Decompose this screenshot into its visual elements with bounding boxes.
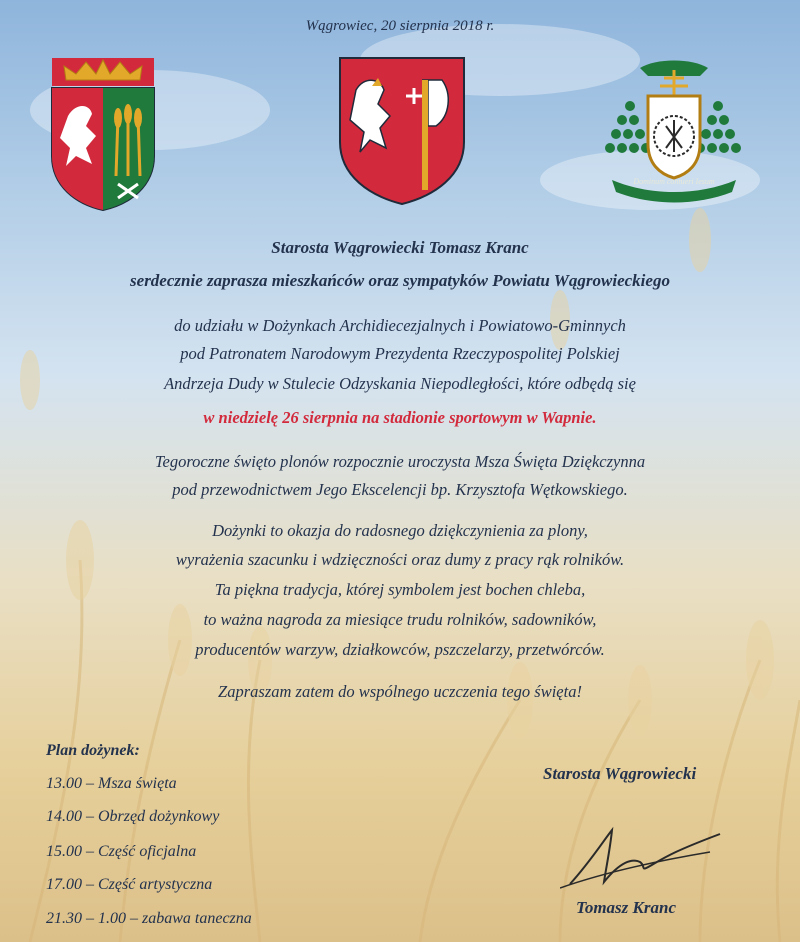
- plan-item: 21.30 – 1.00 – zabawa taneczna: [46, 910, 252, 927]
- headline-line-1: Starosta Wągrowiecki Tomasz Kranc: [271, 238, 529, 257]
- plan-title: Plan dożynek:: [46, 742, 140, 759]
- county-coat-of-arms: [46, 56, 160, 212]
- paragraph3-line-2: wyrażenia szacunku i wdzięczności oraz dumy z pracy rąk rolników.: [175, 550, 625, 569]
- date-line: Wągrowiec, 20 sierpnia 2018 r.: [305, 18, 495, 34]
- paragraph3-line-5: producentów warzyw, działkowców, pszczelarzy, przetwórców.: [195, 640, 605, 659]
- paragraph3-line-1: Dożynki to okazja do radosnego dziękczynienia za plony,: [212, 521, 588, 540]
- closing-line: Zapraszam zatem do wspólnego uczczenia tego święta!: [218, 682, 582, 701]
- wapno-coat-of-arms: [336, 56, 468, 206]
- paragraph2-line-1: Tegoroczne święto plonów rozpocznie uroczysta Msza Święta Dziękczynna: [154, 452, 646, 471]
- plan-item: 17.00 – Część artystyczna: [46, 876, 213, 893]
- signature-title: Starosta Wągrowiecki: [543, 764, 697, 783]
- plan-item: 14.00 – Obrzęd dożynkowy: [46, 808, 220, 825]
- paragraph1-line-3: Andrzeja Dudy w Stulecie Odzyskania Niepodległości, które odbędą się: [164, 374, 636, 393]
- bishop-motto: Dominum contueri Iesum: [633, 177, 715, 186]
- event-highlight: w niedzielę 26 sierpnia na stadionie sportowym w Wapnie.: [203, 408, 597, 427]
- paragraph3-line-3: Ta piękna tradycja, której symbolem jest bochen chleba,: [214, 580, 586, 599]
- signature-name: Tomasz Kranc: [576, 898, 676, 917]
- headline-line-2: serdecznie zaprasza mieszkańców oraz sympatyków Powiatu Wągrowieckiego: [130, 271, 670, 290]
- plan-item: 13.00 – Msza święta: [46, 775, 177, 792]
- paragraph1-line-1: do udziału w Dożynkach Archidiecezjalnych i Powiatowo-Gminnych: [174, 316, 626, 335]
- paragraph2-line-2: pod przewodnictwem Jego Ekscelencji bp. Krzysztofa Wętkowskiego.: [172, 480, 628, 499]
- paragraph3-line-4: to ważna nagroda za miesiące trudu rolników, sadowników,: [203, 610, 597, 629]
- paragraph1-line-2: pod Patronatem Narodowym Prezydenta Rzeczypospolitej Polskiej: [180, 344, 620, 363]
- plan-item: 15.00 – Część oficjalna: [46, 843, 197, 860]
- handwritten-signature: [560, 822, 730, 892]
